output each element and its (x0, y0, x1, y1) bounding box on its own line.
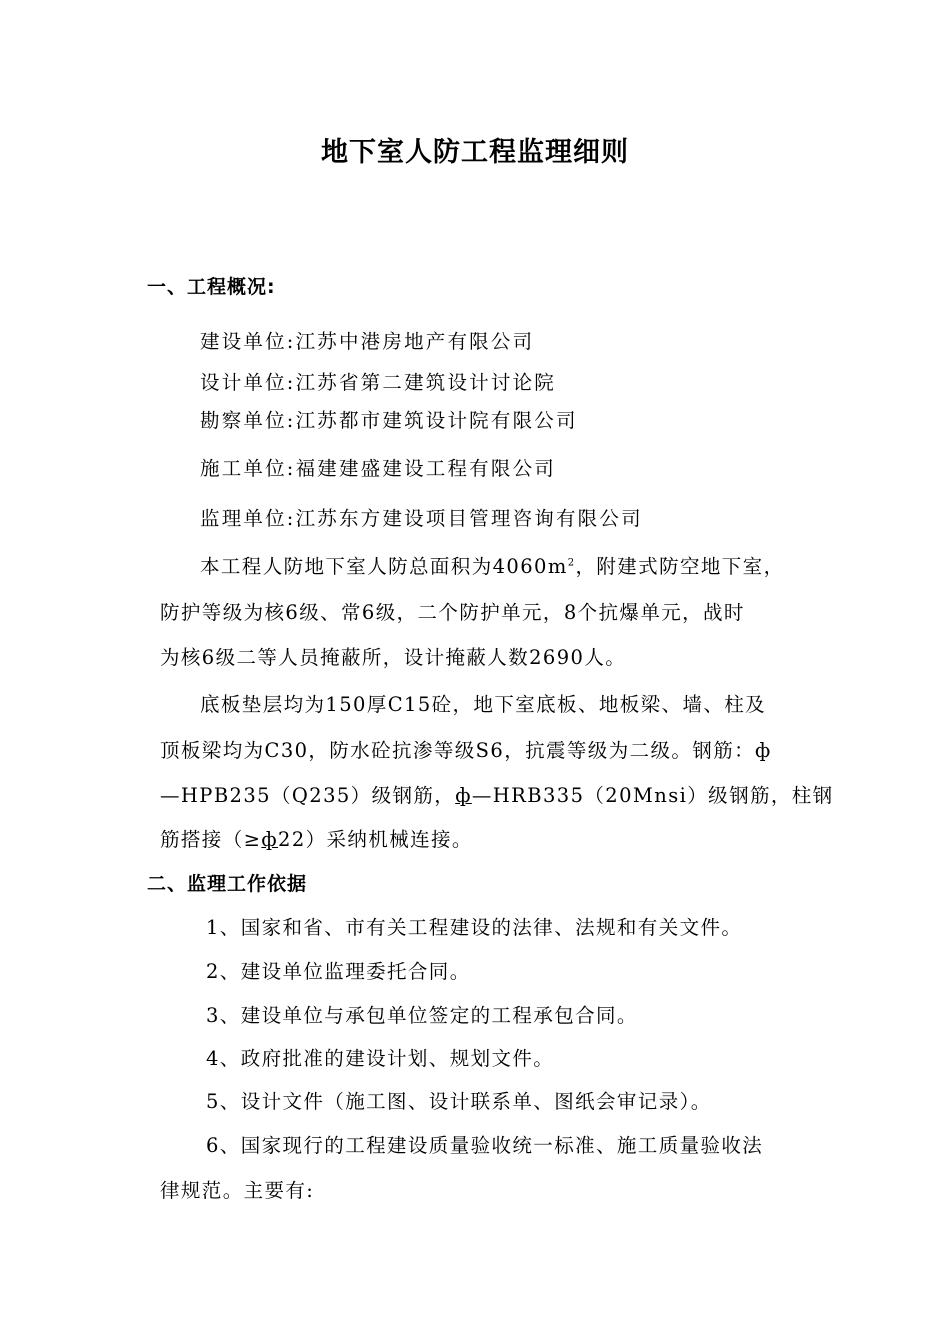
basis-item-4: 4、政府批准的建设计划、规划文件。 (206, 1047, 555, 1070)
page-title: 地下室人防工程监理细则 (321, 137, 629, 168)
text-fragment: ，附建式防空地下室， (575, 555, 785, 578)
section-heading-overview: 一、工程概况: (147, 276, 276, 298)
unit-line-contractor (200, 453, 556, 481)
basis-item-1: 1、国家和省、市有关工程建设的法律、法规和有关文件。 (206, 916, 743, 939)
unit-label: 勘察单位: (200, 409, 296, 432)
text-fragment: —HPB235（Q235）级钢筋， (160, 784, 456, 807)
unit-label: 监理单位: (200, 507, 296, 530)
paragraph-area-line-1 (200, 551, 785, 579)
rebar-symbol: ф (455, 784, 472, 807)
paragraph-area-line-3: 为核6级二等人员掩蔽所，设计掩蔽人数2690人。 (160, 646, 627, 669)
text-fragment: 本工程人防地下室人防总面积为4060m (200, 555, 568, 578)
basis-item-2: 2、建设单位监理委托合同。 (206, 960, 471, 983)
text-fragment: —HRB335（20Mnsi）级钢筋，柱钢 (471, 784, 834, 807)
unit-line-designer (200, 367, 556, 395)
unit-label: 建设单位: (200, 330, 296, 353)
basis-item-3: 3、建设单位与承包单位签定的工程承包合同。 (206, 1004, 638, 1027)
paragraph-area-line-2: 防护等级为核6级、常6级，二个防护单元，8个抗爆单元，战时 (160, 601, 745, 624)
paragraph-materials-line-2: 顶板梁均为C30，防水砼抗渗等级S6，抗震等级为二级。钢筋：ф (160, 739, 772, 762)
unit-line-owner (200, 326, 534, 354)
section-heading-basis: 二、监理工作依据 (147, 873, 308, 895)
unit-value: 江苏都市建筑设计院有限公司 (295, 409, 578, 432)
rebar-symbol: ф (261, 828, 279, 851)
unit-value: 江苏省第二建筑设计讨论院 (295, 371, 556, 394)
unit-value: 江苏东方建设项目管理咨询有限公司 (295, 507, 643, 530)
paragraph-materials-line-3 (160, 780, 834, 808)
unit-label: 设计单位: (200, 371, 296, 394)
superscript: 2 (567, 557, 576, 569)
basis-item-5: 5、设计文件（施工图、设计联系单、图纸会审记录）。 (206, 1090, 712, 1113)
unit-line-surveyor (200, 405, 578, 433)
unit-value: 福建建盛建设工程有限公司 (295, 457, 556, 480)
paragraph-materials-line-1: 底板垫层均为150厚C15砼，地下室底板、地板梁、墙、柱及 (200, 693, 767, 716)
text-fragment: 筋搭接（≥ (160, 828, 262, 851)
basis-item-6: 6、国家现行的工程建设质量验收统一标准、施工质量验收法 (206, 1134, 764, 1157)
unit-line-supervisor (200, 503, 643, 531)
text-fragment: 22）采纳机械连接。 (278, 828, 473, 851)
unit-label: 施工单位: (200, 457, 296, 480)
paragraph-materials-line-4 (160, 824, 473, 852)
basis-item-6-continued: 律规范。主要有: (160, 1179, 315, 1202)
unit-value: 江苏中港房地产有限公司 (295, 330, 535, 353)
